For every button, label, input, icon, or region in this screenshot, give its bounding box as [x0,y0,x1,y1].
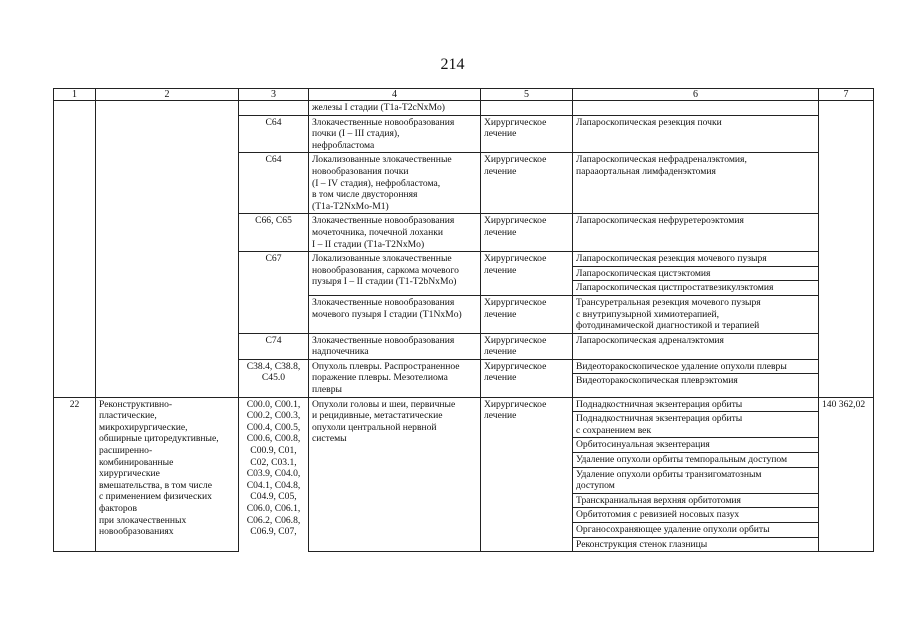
procedure-name [96,397,239,552]
code-cell [239,359,309,397]
header-row [54,89,874,101]
diagnosis-cell [309,397,481,552]
treatment-cell [481,153,573,214]
method-item [573,252,818,266]
diagnosis-text: Злокачественные новообразования [312,215,455,227]
method-text: парааортальная лимфаденэктомия [576,165,716,177]
diagnosis-cell [309,252,481,296]
procedure-name-text: новообразованиях [99,526,174,538]
method-text: Трансуретральная резекция мочевого пузыря [576,296,761,308]
header-cell: 2 [96,89,239,101]
method-text: доступом [576,480,615,492]
diagnosis-text: пузыря I – II стадии (T1-T2bNxMo) [312,276,457,288]
code-text: C00.9, C01, [250,445,297,457]
diagnosis-cell [309,359,481,397]
code-text: C03.9, C04.0, [246,468,301,480]
method-text: Видеоторакоскопическое удаление опухоли плевры [576,360,787,372]
treatment-text: лечение [484,372,517,384]
procedure-name-text: при злокачественных [99,514,187,526]
diagnosis-text: почки (I – III стадия), [312,128,400,140]
diagnosis-text: надпочечника [312,346,369,358]
diagnosis-text: Опухоль плевры. Распространенное [312,360,460,372]
diagnosis-text: новообразования, саркома мочевого [312,264,459,276]
code-text: C06.0, C06.1, [246,503,301,514]
diagnosis-text: Злокачественные новообразования [312,334,455,346]
method-list [573,360,818,388]
diagnosis-text: нефробластома [312,139,375,151]
methods-cell [573,252,819,296]
header-cell: 7 [819,89,874,101]
method-item [573,373,818,388]
code-cell [239,252,309,296]
method-item [573,266,818,281]
code-text: C66, C65 [255,215,292,227]
code-text: C64 [265,116,282,128]
code-cell [239,115,309,153]
treatment-cell [481,252,573,296]
diagnosis-cell [309,153,481,214]
procedure-name-text: обширные циторедуктивные, [99,433,219,445]
code-text: C38.4, C38.8, [246,360,301,372]
name-cell [96,101,239,398]
diagnosis-text: мочеточника, почечной лоханки [312,226,443,238]
method-text: Поднадкостничная экзентерация орбиты [576,413,743,425]
diagnosis-text: поражение плевры. Мезотелиома [312,372,448,384]
method-item [573,507,818,522]
code-text: C00.6, C00.8, [246,433,301,445]
method-item [573,537,818,552]
treatment-cell [481,359,573,397]
treatment-text: Хирургическое [484,253,547,265]
treatment-text: лечение [484,346,517,358]
diagnosis-cell [309,295,481,333]
procedure-name-text: расширенно- [99,445,153,457]
diagnosis-text: в том числе двусторонняя [312,189,418,201]
treatment-text: лечение [484,308,517,320]
treatment-cell [481,115,573,153]
treatment-text: Хирургическое [484,334,547,346]
code-text: C00.4, C00.5, [246,421,301,433]
code-text: C45.0 [261,372,286,384]
method-item [573,411,818,437]
methods-cell [573,115,819,153]
diagnosis-text: Локализованные злокачественные [312,253,452,265]
header-cell: 1 [54,89,96,101]
treatment-cell [481,214,573,252]
method-text: с внутрипузырной химиотерапией, [576,308,720,320]
header-cell: 6 [573,89,819,101]
header-cell: 5 [481,89,573,101]
treatment-text: лечение [484,165,517,177]
method-text: Органосохраняющее удаление опухоли орбиты [576,524,770,535]
diagnosis-text: Злокачественные новообразования [312,296,455,308]
page-number: 214 [440,56,465,73]
method-text: Реконструкция стенок глазницы [576,538,708,550]
table-row [54,101,874,116]
method-item [573,467,818,493]
diagnosis-text: Злокачественные новообразования [312,116,455,128]
diagnosis-text: (T1a-T2NxMo-M1) [312,200,389,212]
method-item [573,452,818,467]
treatment-text: лечение [484,128,517,140]
method-text: Лапароскопическая резекция почки [576,116,722,128]
code-cell [239,295,309,333]
treatment-text: Хирургическое [484,215,547,227]
code-cell [239,333,309,359]
method-text: Лапароскопическая цистэктомия [576,267,711,279]
code-cell [239,153,309,214]
method-item [573,280,818,295]
methods-cell [573,153,819,214]
treatment-cell [481,397,573,552]
diagnosis-text: Локализованные злокачественные [312,154,452,166]
method-text: Орбитотомия с ревизией носовых пазух [576,509,740,521]
procedure-name-text: пластические, [99,410,157,422]
treatment-text: Хирургическое [484,296,547,308]
code-text: C64 [265,154,282,166]
treatment-text: лечение [484,410,517,422]
method-text: Удаление опухоли орбиты транзигоматозным [576,468,762,480]
procedure-name-text: хирургические [99,468,160,480]
treatment-cell [481,101,573,116]
procedure-name-text: комбинированные [99,456,174,468]
method-item [573,360,818,374]
diagnosis-text: плевры [312,384,342,396]
num-cell [54,101,96,398]
row-number: 22 [54,397,96,552]
header-cell: 3 [239,89,309,101]
code-cell [239,397,309,552]
diagnosis-text: и рецидивные, метастатические [312,410,443,422]
code-text: C00.0, C00.1, [246,398,301,410]
method-text: с сохранением век [576,424,652,436]
diagnosis-text: I – II стадии (T1a-T2NxMo) [312,238,425,250]
price-cell [819,101,874,398]
diagnosis-cell [309,333,481,359]
diagnosis-text: мочевого пузыря I стадии (T1NxMo) [312,308,462,320]
diagnosis-text: новообразования почки [312,165,409,177]
method-text: Орбитосинуальная экзентерация [576,439,710,451]
method-text: Лапароскопическая нефруретероэктомия [576,215,744,227]
methods-cell [573,333,819,359]
diagnosis-cell [309,214,481,252]
method-text: Транскраниальная верхняя орбитотомия [576,494,741,506]
procedure-name-text: факторов [99,503,137,514]
code-text: C74 [265,334,282,346]
diagnosis-text: железы I стадии (T1a-T2cNxMo) [312,102,445,113]
code-text: C04.1, C04.8, [246,479,301,491]
procedures-table [53,88,874,552]
method-item [573,437,818,452]
methods-cell [573,397,819,552]
header-cell: 4 [309,89,481,101]
code-text: C67 [265,253,282,265]
diagnosis-text: опухоли центральной нервной [312,421,437,433]
code-cell [239,214,309,252]
diagnosis-text: Опухоли головы и шеи, первичные [312,398,456,410]
methods-cell [573,359,819,397]
method-text: Лапароскопическая нефрадреналэктомия, [576,154,747,166]
procedure-name-text: Реконструктивно- [99,398,173,410]
treatment-text: Хирургическое [484,154,547,166]
methods-cell [573,101,819,116]
method-text: Видеоторакоскопическая плеврэктомия [576,375,738,387]
treatment-cell [481,333,573,359]
methods-cell [573,295,819,333]
treatment-text: Хирургическое [484,398,547,410]
diagnosis-text: (I – IV стадия), нефробластома, [312,177,441,189]
method-list [573,398,818,552]
table-row-22 [54,397,874,552]
procedure-name-text: микрохирургические, [99,421,188,433]
procedure-name-text: с применением физических [99,491,212,503]
price-cell: 140 362,02 [819,397,874,552]
method-item [573,493,818,508]
treatment-cell [481,295,573,333]
code-text: C06.2, C06.8, [246,514,301,526]
method-text: Лапароскопическая адреналэктомия [576,334,724,346]
code-text: C06.9, C07, [250,526,297,538]
diagnosis-text: системы [312,433,347,445]
treatment-text: Хирургическое [484,116,547,128]
diagnosis-cell [309,101,481,116]
treatment-text: лечение [484,264,517,276]
method-text: Лапароскопическая цистпростатвезикулэктомия [576,282,774,294]
diagnosis-cell [309,115,481,153]
code-text: C00.2, C00.3, [246,410,301,422]
treatment-text: Хирургическое [484,360,547,372]
treatment-text: лечение [484,226,517,238]
procedure-name-text: вмешательства, в том числе [99,479,212,491]
method-item [573,398,818,412]
method-text: Удаление опухоли орбиты темпоральным доступом [576,454,788,466]
code-cell [239,101,309,116]
code-text: C04.9, C05, [250,491,297,503]
method-text: Поднадкостничная экзентерация орбиты [576,398,743,410]
code-text: C02, C03.1, [250,456,297,468]
methods-cell [573,214,819,252]
method-list [573,252,818,295]
method-text: Лапароскопическая резекция мочевого пузыря [576,253,767,265]
method-text: фотодинамической диагностикой и терапией [576,320,760,332]
method-item [573,522,818,537]
